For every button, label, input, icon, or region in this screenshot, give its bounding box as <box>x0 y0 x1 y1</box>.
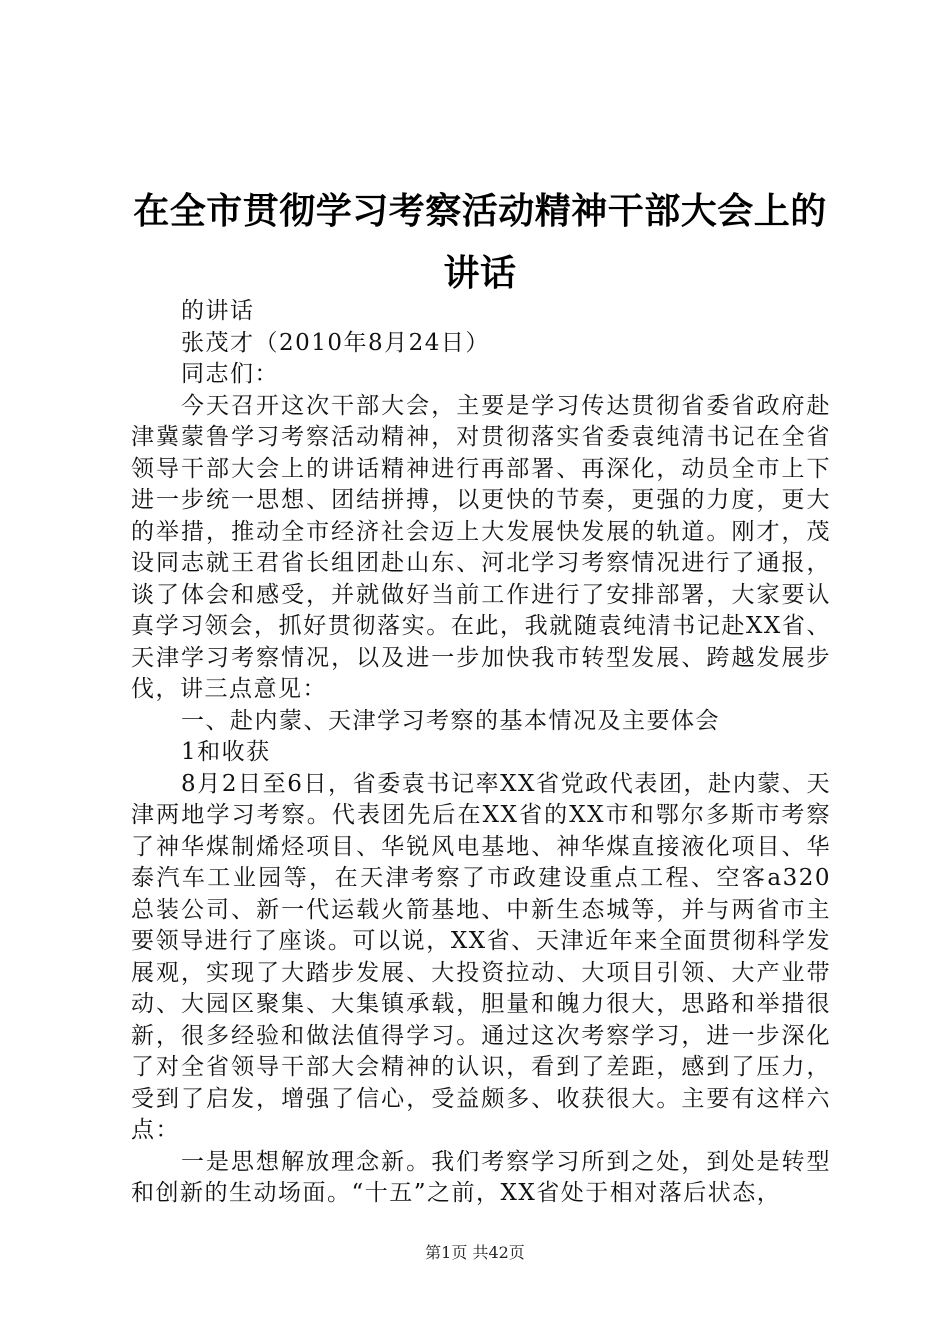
section-heading-continuation: 1和收获 <box>181 739 271 765</box>
section-heading: 一、赴内蒙、天津学习考察的基本情况及主要体会 <box>181 707 720 734</box>
body-paragraph: 8月2日至6日，省委袁书记率XX省党政代表团，赴内蒙、天津两地学习考察。代表团先后在XX省的XX市和鄂尔多斯市考察了神华煤制烯烃项目、华锐风电基地、神华煤直接液化项目、华泰汽车工业园等，在天津考察了市政建设重点工程、空客a320总装公司、新一代运载火箭基地、中新生态城等，并与两省市主要领导进行了座谈。可以说，XX省、天津近年来全面贯彻科学发展观，实现了大踏步发展、大投资拉动、大项目引领、大产业带动、大园区聚集、大集镇承载，胆量和魄力很大，思路和举措很新，很多经验和做法值得学习。通过这次考察学习，进一步深化了对全省领导干部大会精神的认识，看到了差距，感到了压力，受到了启发，增强了信心，受益颇多、收获很大。主要有这样六点： <box>131 770 831 1143</box>
body-paragraph: 今天召开这次干部大会，主要是学习传达贯彻省委省政府赴津冀蒙鲁学习考察活动精神，对贯彻落实省委袁纯清书记在全省领导干部大会上的讲话精神进行再部署、再深化，动员全市上下进一步统一思想、团结拼搏，以更快的节奏，更强的力度，更大的举措，推动全市经济社会迈上大发展快发展的轨道。刚才，茂设同志就王君省长组团赴山东、河北学习考察情况进行了通报，谈了体会和感受，并就做好当前工作进行了安排部署，大家要认真学习领会，抓好贯彻落实。在此，我就随袁纯清书记赴XX省、天津学习考察情况，以及进一步加快我市转型发展、跨越发展步伐，讲三点意见： <box>131 392 831 702</box>
body-paragraph: 一是思想解放理念新。我们考察学习所到之处，到处是转型和创新的生动场面。“十五”之前，XX省处于相对落后状态， <box>131 1148 831 1206</box>
page-number-footer: 第1页 共42页 <box>425 1243 525 1262</box>
document-body <box>131 296 831 1210</box>
speaker-date-line: 张茂才（2010年8月24日） <box>181 329 490 356</box>
document-title: 在全市贯彻学习考察活动精神干部大会上的讲话 <box>133 190 827 294</box>
speech-subtitle: 的讲话 <box>181 298 255 324</box>
salutation: 同志们： <box>181 361 279 387</box>
